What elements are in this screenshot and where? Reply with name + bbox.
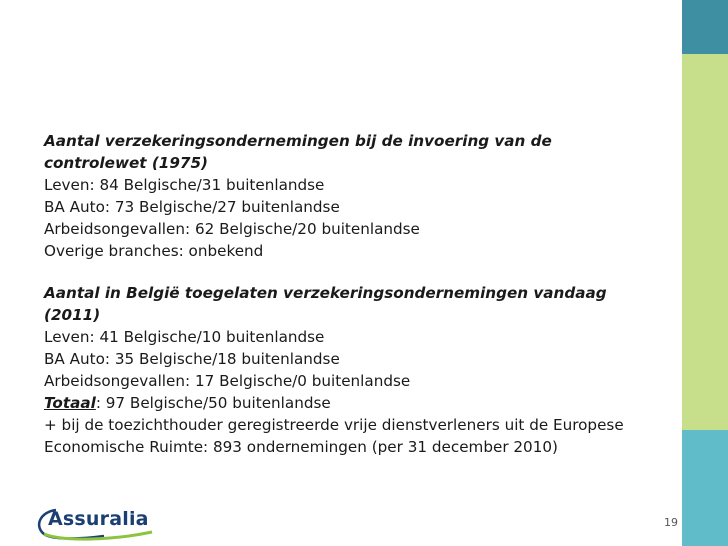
band-middle <box>682 54 728 430</box>
logo-text: Assuralia <box>48 508 149 530</box>
section1-line: Leven: 84 Belgische/31 buitenlandse <box>44 176 325 194</box>
section-spacer <box>44 262 674 282</box>
section1-line: BA Auto: 73 Belgische/27 buitenlandse <box>44 198 340 216</box>
slide-body <box>44 130 674 458</box>
section2-line: BA Auto: 35 Belgische/18 buitenlandse <box>44 350 340 368</box>
note-line2: Economische Ruimte: 893 ondernemingen (per 31 december 2010) <box>44 438 558 456</box>
band-bottom <box>682 430 728 546</box>
section1-line: Overige branches: onbekend <box>44 242 264 260</box>
section2-line: Leven: 41 Belgische/10 buitenlandse <box>44 328 325 346</box>
section2-line: Arbeidsongevallen: 17 Belgische/0 buitenlandse <box>44 372 411 390</box>
section2-heading-line2: (2011) <box>44 306 101 324</box>
section1-line: Arbeidsongevallen: 62 Belgische/20 buitenlandse <box>44 220 420 238</box>
page-number: 19 <box>664 516 678 529</box>
total-label: Totaal <box>44 394 96 412</box>
note-line1: + bij de toezichthouder geregistreerde vrije dienstverleners uit de Europese <box>44 416 624 434</box>
band-top <box>682 0 728 54</box>
section1-heading-line2: controlewet (1975) <box>44 154 208 172</box>
section1-heading-line1: Aantal verzekeringsondernemingen bij de invoering van de <box>44 132 552 150</box>
section2-heading-line1: Aantal in België toegelaten verzekeringsondernemingen vandaag <box>44 284 607 302</box>
total-value: : 97 Belgische/50 buitenlandse <box>95 394 331 412</box>
total-line <box>44 392 674 414</box>
